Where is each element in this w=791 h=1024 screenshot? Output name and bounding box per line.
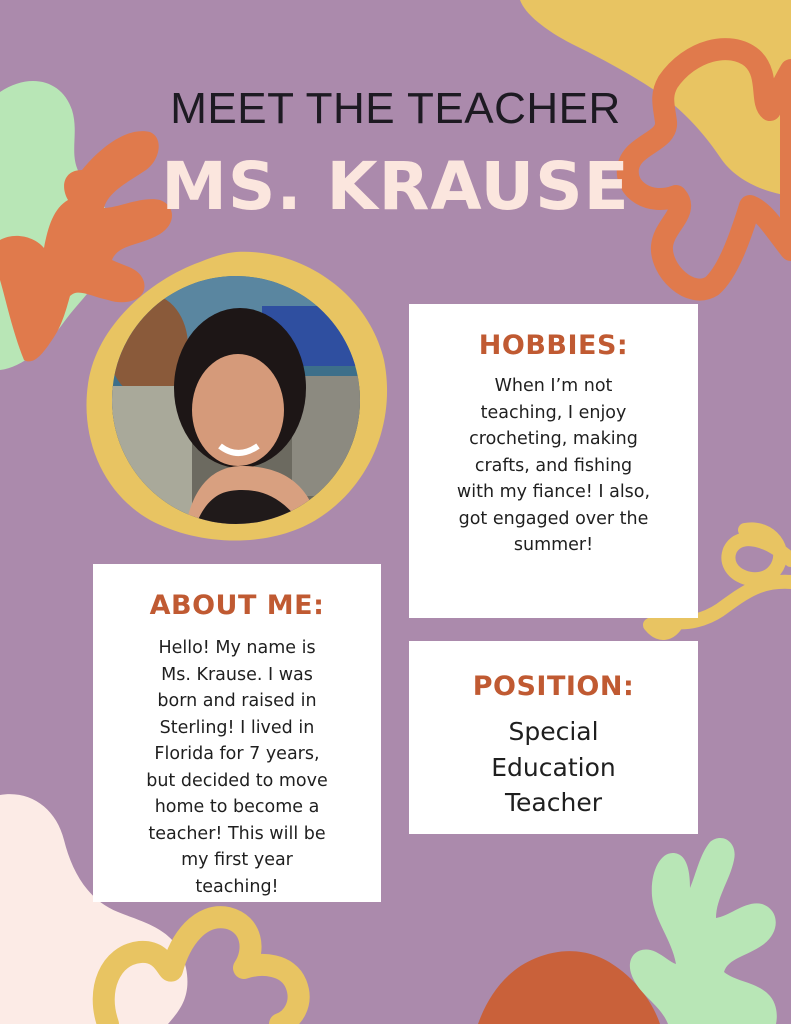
hobbies-line: summer! bbox=[513, 535, 594, 555]
hobbies-line: When I’m not bbox=[494, 376, 613, 396]
hobbies-line: crocheting, making bbox=[469, 429, 638, 449]
hobbies-text bbox=[425, 373, 682, 559]
about-line: Sterling! I lived in bbox=[159, 717, 315, 738]
position-line: Teacher bbox=[505, 788, 602, 817]
position-heading: POSITION: bbox=[472, 671, 635, 702]
position-card bbox=[409, 641, 698, 834]
about-line: Florida for 7 years, bbox=[154, 744, 320, 764]
about-line: teacher! This will be bbox=[148, 823, 326, 844]
about-line: born and raised in bbox=[157, 691, 317, 711]
about-text bbox=[111, 635, 363, 900]
position-text bbox=[425, 714, 682, 821]
mint-leaf-shape bbox=[630, 838, 777, 1024]
about-line: teaching! bbox=[195, 876, 279, 897]
hobbies-heading: HOBBIES: bbox=[478, 330, 629, 361]
position-line: Education bbox=[491, 752, 616, 782]
about-card bbox=[93, 564, 381, 902]
about-line: home to become a bbox=[154, 797, 320, 817]
page-subtitle: MEET THE TEACHER bbox=[170, 84, 621, 133]
position-line: Special bbox=[508, 717, 599, 746]
about-heading: ABOUT ME: bbox=[149, 590, 325, 621]
about-line: Hello! My name is bbox=[158, 638, 316, 658]
hobbies-line: with my fiance! I also, bbox=[456, 482, 651, 502]
about-line: Ms. Krause. I was bbox=[161, 664, 313, 685]
about-line: my first year bbox=[181, 850, 293, 870]
teacher-photo bbox=[112, 276, 360, 524]
about-line: but decided to move bbox=[146, 770, 328, 791]
teacher-name: MS. KRAUSE bbox=[161, 148, 630, 225]
hobbies-card bbox=[409, 304, 698, 618]
hobbies-line: teaching, I enjoy bbox=[480, 402, 627, 423]
hobbies-line: got engaged over the bbox=[458, 508, 649, 529]
hobbies-line: crafts, and fishing bbox=[474, 455, 633, 476]
